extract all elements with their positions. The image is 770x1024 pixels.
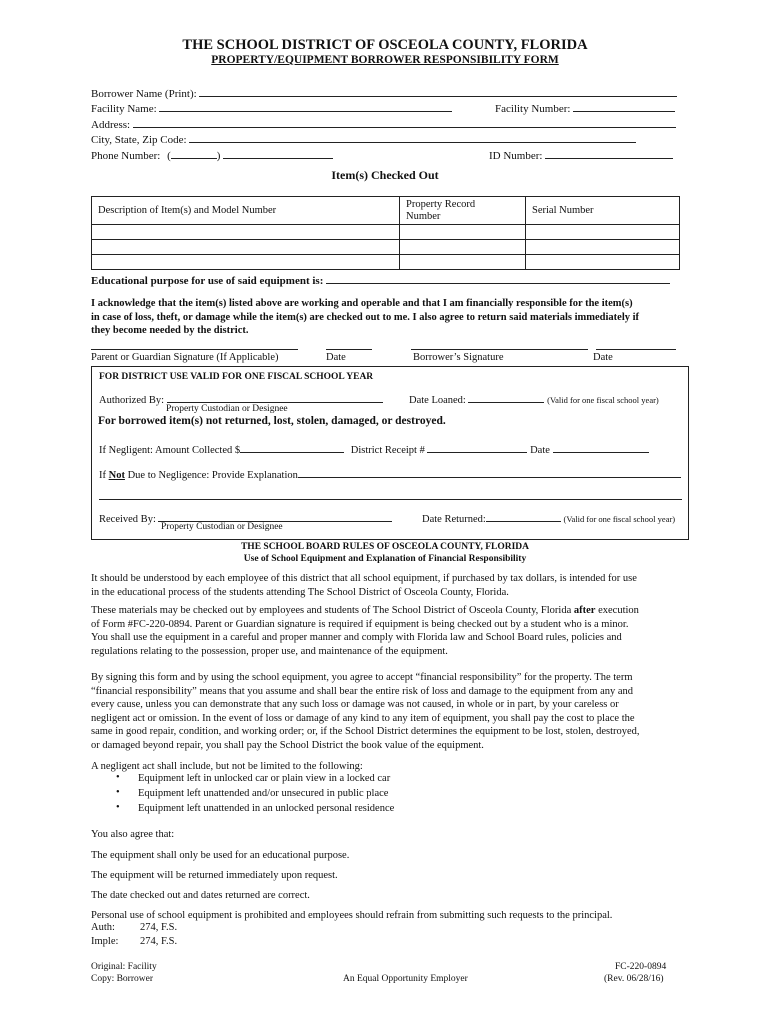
agree-item-1: The equipment shall only be used for an educational purpose. bbox=[91, 850, 350, 861]
phone-number-field[interactable] bbox=[223, 147, 333, 159]
date-label: Date bbox=[530, 445, 550, 456]
p3-line-6: or damaged beyond repair, you shall pay the School District the book value of the equipment. bbox=[91, 739, 484, 751]
p2-after: after bbox=[573, 605, 596, 616]
ack-line-3: they become needed by the district. bbox=[91, 325, 249, 337]
date-returned-row bbox=[422, 510, 675, 525]
facility-number-row bbox=[495, 100, 675, 115]
p2-line-1a: These materials may be checked out by employees and students of The School District of Osceola County, Florida bbox=[91, 605, 574, 616]
amount-collected-field[interactable] bbox=[240, 441, 344, 453]
date1-label: Date bbox=[326, 352, 346, 363]
items-table bbox=[91, 196, 680, 270]
description-cell[interactable] bbox=[92, 240, 400, 255]
page-title: THE SCHOOL DISTRICT OF OSCEOLA COUNTY, FLORIDA bbox=[182, 37, 588, 53]
city-row bbox=[91, 131, 636, 146]
table-row bbox=[92, 240, 680, 255]
agree-item-2: The equipment will be returned immediately upon request. bbox=[91, 870, 338, 881]
bullet-icon: • bbox=[116, 772, 120, 783]
paragraph-3 bbox=[91, 671, 689, 753]
bullet-item: Equipment left unattended in an unlocked personal residence bbox=[138, 803, 395, 814]
facility-number-field[interactable] bbox=[573, 100, 675, 112]
explanation-field[interactable] bbox=[298, 466, 681, 478]
p2-line-3: You shall use the equipment in a careful and proper manner and comply with Florida law and School Board rules, policies and bbox=[91, 632, 622, 644]
imple-label: Imple: bbox=[91, 936, 119, 947]
description-cell[interactable] bbox=[92, 255, 400, 270]
not-returned-heading: For borrowed item(s) not returned, lost, stolen, damaged, or destroyed. bbox=[98, 415, 446, 427]
personal-use: Personal use of school equipment is prohibited and employees should refrain from submitting such requests to the principal. bbox=[91, 910, 613, 921]
phone-row bbox=[91, 147, 333, 162]
borrower-name-row bbox=[91, 85, 677, 100]
facility-name-field[interactable] bbox=[159, 100, 452, 112]
description-cell[interactable] bbox=[92, 225, 400, 240]
date-field[interactable] bbox=[553, 441, 649, 453]
date2-line[interactable] bbox=[596, 349, 676, 350]
receipt-field[interactable] bbox=[427, 441, 527, 453]
property-cell[interactable] bbox=[400, 225, 526, 240]
not-suffix: Due to Negligence: Provide Explanation bbox=[124, 470, 298, 481]
imple-value: 274, F.S. bbox=[140, 936, 178, 947]
p2-line-1 bbox=[91, 604, 689, 618]
address-row bbox=[91, 116, 676, 131]
property-cell[interactable] bbox=[400, 255, 526, 270]
agree-intro: You also agree that: bbox=[91, 829, 175, 840]
purpose-label: Educational purpose for use of said equipment is: bbox=[91, 275, 324, 287]
district-box-heading: FOR DISTRICT USE VALID FOR ONE FISCAL SCHOOL YEAR bbox=[99, 372, 374, 382]
auth-value: 274, F.S. bbox=[140, 922, 178, 933]
id-number-label: ID Number: bbox=[489, 150, 543, 162]
column-header-description: Description of Item(s) and Model Number bbox=[92, 197, 400, 225]
id-number-field[interactable] bbox=[545, 147, 673, 159]
p1-line-2: in the educational process of the students attending The School District of Osceola County, Florida. bbox=[91, 586, 509, 598]
acknowledgement bbox=[91, 297, 689, 338]
paragraph-2 bbox=[91, 604, 689, 658]
date-loaned-row bbox=[409, 391, 659, 406]
property-cell[interactable] bbox=[400, 240, 526, 255]
ack-line-2: in case of loss, theft, or damage while the item(s) are checked out to me. I also agree to return said materials immediately if bbox=[91, 311, 640, 323]
date-loaned-label: Date Loaned: bbox=[409, 395, 466, 406]
date1-line[interactable] bbox=[326, 349, 372, 350]
received-label: Received By: bbox=[99, 514, 156, 525]
authorized-label: Authorized By: bbox=[99, 395, 165, 406]
footer-revision: (Rev. 06/28/16) bbox=[604, 974, 664, 984]
purpose-row bbox=[91, 272, 670, 287]
bullet-item: Equipment left in unlocked car or plain view in a locked car bbox=[138, 773, 391, 784]
property-header-line2: Number bbox=[406, 210, 441, 222]
p3-line-3: every cause, unless you can demonstrate that any such loss or damage was not caused, in whole or in part, by your careless or bbox=[91, 699, 619, 711]
column-header-property-record bbox=[400, 197, 526, 225]
purpose-field[interactable] bbox=[326, 272, 670, 284]
not-prefix: If bbox=[99, 470, 109, 481]
auth-label: Auth: bbox=[91, 922, 115, 933]
agree-item-3: The date checked out and dates returned are correct. bbox=[91, 890, 310, 901]
footer-copy: Copy: Borrower bbox=[91, 974, 154, 984]
p3-line-5: same in good repair, condition, and working order; or, if the School District determines the equipment to be lost, stolen, destroyed, bbox=[91, 726, 640, 738]
explanation-line-2[interactable] bbox=[99, 499, 682, 500]
table-row bbox=[92, 225, 680, 240]
id-number-row bbox=[489, 147, 673, 162]
not-negligent-row bbox=[99, 466, 681, 481]
borrower-signature-line[interactable] bbox=[411, 349, 588, 350]
items-heading: Item(s) Checked Out bbox=[331, 168, 439, 182]
p2-line-4: regulations relating to the possession, proper use, and maintenance of the equipment. bbox=[91, 645, 448, 657]
items-header-row bbox=[92, 197, 680, 225]
facility-number-label: Facility Number: bbox=[495, 103, 571, 115]
address-field[interactable] bbox=[133, 116, 676, 128]
rules-heading-1: THE SCHOOL BOARD RULES OF OSCEOLA COUNTY, FLORIDA bbox=[240, 542, 530, 552]
address-label: Address: bbox=[91, 119, 131, 131]
p2-line-1c: execution bbox=[595, 605, 639, 616]
serial-cell[interactable] bbox=[526, 240, 680, 255]
date-loaned-field[interactable] bbox=[468, 391, 544, 403]
date-loaned-note: (Valid for one fiscal school year) bbox=[547, 395, 659, 405]
rules-heading-2: Use of School Equipment and Explanation of Financial Responsibility bbox=[243, 554, 527, 564]
p3-line-1: By signing this form and by using the school equipment, you agree to accept “financial responsibility” for the property. The term bbox=[91, 672, 633, 683]
footer-original: Original: Facility bbox=[91, 962, 157, 972]
custodian-label-2: Property Custodian or Designee bbox=[161, 522, 283, 532]
facility-name-label: Facility Name: bbox=[91, 103, 157, 115]
parent-signature-line[interactable] bbox=[91, 349, 298, 350]
bullet-icon: • bbox=[116, 787, 120, 798]
phone-area-code-field[interactable] bbox=[171, 147, 217, 159]
date-returned-label: Date Returned: bbox=[422, 514, 486, 525]
p3-line-2: “financial responsibility” means that you assume and shall bear the entire risk of loss and damage to the equipment from any and bbox=[91, 685, 634, 697]
date-returned-field[interactable] bbox=[486, 510, 561, 522]
date-returned-note: (Valid for one fiscal school year) bbox=[563, 514, 676, 524]
ack-line-1: I acknowledge that the item(s) listed above are working and operable and that I am financially responsible for the item(s) bbox=[91, 298, 633, 309]
date2-label: Date bbox=[593, 352, 613, 363]
bullet-icon: • bbox=[116, 802, 120, 813]
column-header-serial: Serial Number bbox=[526, 197, 680, 225]
p2-line-2: of Form #FC-220-0894. Parent or Guardian signature is required if equipment is being checked out by a student who is a minor. bbox=[91, 618, 629, 630]
received-field[interactable] bbox=[158, 510, 392, 522]
negligent-label: If Negligent: Amount Collected $ bbox=[99, 445, 241, 456]
city-label: City, State, Zip Code: bbox=[91, 134, 187, 146]
footer-form-number: FC-220-0894 bbox=[615, 962, 667, 972]
footer-equal-opportunity: An Equal Opportunity Employer bbox=[343, 974, 468, 984]
borrower-signature-label: Borrower’s Signature bbox=[413, 352, 504, 363]
serial-cell[interactable] bbox=[526, 255, 680, 270]
form-subtitle: PROPERTY/EQUIPMENT BORROWER RESPONSIBILITY FORM bbox=[211, 54, 559, 66]
city-field[interactable] bbox=[189, 131, 636, 143]
parent-signature-label: Parent or Guardian Signature (If Applicable) bbox=[91, 352, 279, 363]
borrower-name-label: Borrower Name (Print): bbox=[91, 88, 197, 100]
paragraph-1 bbox=[91, 572, 689, 599]
borrower-name-field[interactable] bbox=[199, 85, 677, 97]
phone-paren-close: ) bbox=[216, 150, 221, 162]
p1-line-1: It should be understood by each employee of this district that all school equipment, if purchased by tax dollars, is intended for use bbox=[91, 573, 637, 584]
receipt-label: District Receipt # bbox=[350, 445, 425, 456]
custodian-label-1: Property Custodian or Designee bbox=[166, 404, 288, 414]
facility-name-row bbox=[91, 100, 452, 115]
bullet-item: Equipment left unattended and/or unsecured in public place bbox=[138, 788, 389, 799]
phone-label: Phone Number: bbox=[91, 150, 161, 162]
authorized-field[interactable] bbox=[167, 391, 383, 403]
p3-line-4: negligent act or omission. In the event of loss or damage of any kind to any item of equipment, you shall pay the cost to place the bbox=[91, 712, 635, 724]
property-header-line1: Property Record bbox=[406, 198, 476, 210]
negligent-row bbox=[99, 441, 649, 456]
phone-paren-open: ( bbox=[167, 150, 171, 162]
negligent-intro: A negligent act shall include, but not be limited to the following: bbox=[91, 761, 363, 772]
not-word: Not bbox=[108, 470, 125, 481]
serial-cell[interactable] bbox=[526, 225, 680, 240]
table-row bbox=[92, 255, 680, 270]
